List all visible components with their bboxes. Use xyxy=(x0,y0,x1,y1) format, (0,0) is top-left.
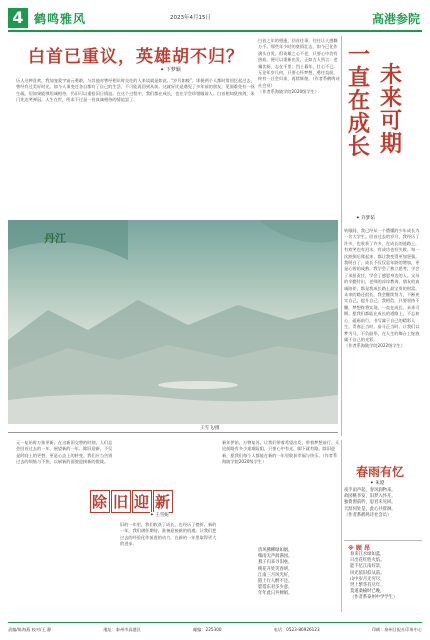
article2-author-name: 许梦茹 xyxy=(361,216,375,221)
vertical-title-char: 可 xyxy=(379,108,402,135)
poem2-line: 年年此日共婵娟。 xyxy=(258,591,293,597)
vertical-title-char: 直 xyxy=(347,65,370,92)
vertical-title-char: 在 xyxy=(347,88,370,115)
bottom-col2-text: 旧的一年里，我们收获了成长，也经历了挫折。新的一年，我们满怀期待，准备迎接新的机遇。让我们把过去的经验化作前进的动力，在新的一年里取得更大的进步。 xyxy=(120,522,217,547)
column-divider xyxy=(341,36,342,436)
poem2-line: 细雨无声润满园。 xyxy=(258,554,293,560)
poem2-line: 莫道桑榆时已晚， xyxy=(350,589,385,595)
poem1-author: ✦ 朱澄 xyxy=(370,481,385,486)
poem2-line: 燕子归来寻旧垒， xyxy=(258,560,293,566)
poem2-line: 江南三月风光好， xyxy=(258,572,293,578)
article2-title-col2 xyxy=(378,64,404,156)
publication-name: 高港参院 xyxy=(371,12,420,26)
poem2-line: 清风拂柳绿如烟， xyxy=(258,548,293,553)
footer-editor: 责编/陈海燕 校对/王 静 xyxy=(8,626,52,632)
article1-body xyxy=(16,78,256,220)
footer-zip: 邮编：225300 xyxy=(192,626,222,632)
title-char-4: 新 xyxy=(153,490,173,513)
poem2-line: 世上繁华有尽年。 xyxy=(350,583,385,589)
poem1-author-name: 朱澄 xyxy=(375,481,385,486)
poem2-line: 日出花红胜火焰。 xyxy=(350,558,385,564)
article2-author: ✦ 许梦茹 xyxy=(356,216,375,221)
column-divider-bottom xyxy=(341,440,342,612)
article2-note: （作者系海陵学院2022级学生） xyxy=(344,343,405,349)
article1-author: ✦ 下梦颖 xyxy=(160,67,181,73)
poem2-line: 春来江水绿如蓝， xyxy=(350,552,385,557)
header-rule xyxy=(8,30,422,32)
poem1-line: 故园桃李发，旧梦入怀开。 xyxy=(344,494,396,500)
title-char-3: 迎 xyxy=(132,490,152,513)
poem1-line: 天涯何处是，此心共徘徊。 xyxy=(344,506,396,512)
vertical-title-char: 未 xyxy=(379,62,402,88)
poem2-line: 风光依旧似从前。 xyxy=(350,570,385,576)
poem1-line: 夜半雨声起，春风润物来。 xyxy=(344,488,396,493)
poem-divider xyxy=(344,540,422,541)
poem2-title: ※ 顾 昂 xyxy=(348,545,371,552)
vertical-title-char: 来 xyxy=(379,85,402,112)
photo-title: 丹江 xyxy=(44,232,66,245)
footer-phone: 电话：0523-86926123 xyxy=(273,626,320,632)
poem2-line: 桃花开处笑春妍。 xyxy=(258,566,293,572)
title-char-1: 除 xyxy=(90,490,110,513)
landscape-photo xyxy=(8,220,338,424)
article1-body-text: 历人这种喜欢，我加宠爱宇宙元勇敢，与其他对曾经相识时交往的人来谈就是如此。“岁月如梭”，即便两个人都时常回忆起过去，曾经有过美好时光，如今人事变迁各自都有了自己的生活，不可能再回到从前。这就好比是遇见了多年前的朋友，见面难免有一丝生疏。但如果能够坦诚相待，仍旧可以重拾旧日情谊。在这个过程中，我们都在成长，也在学会珍惜眼前人。白首相知犹按剑，朱门先达笑弹冠。人生在世，所求不过是一份真诚相待的情谊罢了。 xyxy=(16,78,255,103)
issue-date: 2023年4月15日 xyxy=(170,15,211,21)
article1-author-name: 下梦颖 xyxy=(165,67,181,73)
bottom-author-name: 王雪妮 xyxy=(155,513,169,518)
footer-address: 地址：泰州市高港区 xyxy=(103,626,141,632)
poem1-line: 独倚窗前听，思君未见回。 xyxy=(344,500,396,506)
poem2-right-column xyxy=(350,552,422,602)
article1-title: 白首已重议，英雄胡不归？ xyxy=(28,47,244,67)
article1-body-col2 xyxy=(258,38,340,220)
poem2-line: 能不忆江南好景， xyxy=(350,564,385,570)
poem2-left-column xyxy=(258,548,338,598)
page-number: 4 xyxy=(8,8,28,28)
poem1-title: 春雨有忆 xyxy=(356,465,405,479)
page-header xyxy=(8,8,422,30)
article1-note: （作者系海陵学院2020级学生） xyxy=(258,89,319,95)
vertical-title-char: 长 xyxy=(347,134,370,161)
photo-caption: 王雪飞/摄 xyxy=(200,426,220,431)
caption-rule xyxy=(8,432,338,433)
article2-body-text: 转眼间，我已经从一个懵懂的少年成长为一名大学生。回首过去的岁月，我经历了许多，也收获了许多。在成长的道路上，有欢笑也有泪水，有成功也有失败。每一次跌倒后爬起来，都让我变得更加坚强。我明白了，成长不仅仅是年龄的增加，更是心智的成熟。我学会了独立思考，学会了承担责任，学会了感恩身边的人。父母的辛勤付出，老师的谆谆教诲，朋友的真诚陪伴，都是我成长路上最宝贵的财富。未来的路还很长，我会继续努力，不断充实自己，提升自己。我相信，只要坚持不懈，梦想终将实现。一直在成长，未来可期。愿我们都能在成长的道路上，不忘初心，砥砺前行，书写属于自己的精彩人生。青春正当时，奋斗正当时。让我们以梦为马，不负韶华，在人生的舞台上绽放属于自己的光彩。 xyxy=(344,228,420,342)
vertical-title-char: 期 xyxy=(379,131,402,158)
poem1-body xyxy=(344,488,424,536)
title-char-2: 旧 xyxy=(111,490,131,513)
poem1-note: （作者系鹤鸣诗社会员） xyxy=(344,512,392,518)
bottom-article-col1 xyxy=(16,440,116,610)
vertical-title-char: 一 xyxy=(347,42,370,68)
page-footer xyxy=(8,622,422,636)
poem2-note: （作者系泰州中学学生） xyxy=(350,595,398,601)
article2-title-col1 xyxy=(346,44,372,159)
poem2-line: 陌上行人醉不还。 xyxy=(258,579,293,585)
article2-vertical-title xyxy=(344,44,414,222)
bottom-article-col2 xyxy=(120,440,218,610)
vertical-title-char: 成 xyxy=(347,111,370,138)
section-name: 鹤鸣雅风 xyxy=(34,12,87,26)
landscape-illustration xyxy=(8,220,338,424)
poem2-line: 愿借东君多少意， xyxy=(258,585,293,591)
poem2-line: 山中岁月无穷尽， xyxy=(350,576,385,582)
bottom-article-author: ✦ 王雪妮 xyxy=(150,513,169,518)
bottom-col3-text: 新年伊始，万物复苏。让我们带着希望出发，带着梦想前行。无论前路有多少艰难险阻，只要心中有光，脚下就有路。除旧迎新，愿我们每个人都能在新的一年里收获幸福与快乐。（作者系海陵学院2020级学生） xyxy=(222,440,340,465)
article1-col2-text: 白首之年的相逢，回首往事，往往让人感慨万千。那些年少时的豪情壮志，如今已化作满头白发。但英雄之心不老，只要心中仍有热血，便可以重新出发。正如古人所言：老骥伏枥，志在千里；烈士暮年，壮心不已。无论年岁几何，只要心怀梦想，勇往直前，终有一日会归来，再续辉煌。（作者系鹤鸣诗社会员） xyxy=(258,38,340,88)
footer-print: 印刷：泰州日报社印务中心 xyxy=(371,626,422,632)
bottom-col1-text: 元一复始时万象更新。在这新旧交替的时刻，人们总会回首过去的一年，展望新的一年。除旧迎新，不仅是时间上的更替，更是心态上的转变。我们应当告别过去的烦恼与不快，以崭新的面貌迎接新的挑战。 xyxy=(16,440,113,465)
bottom-article-title xyxy=(90,490,174,513)
